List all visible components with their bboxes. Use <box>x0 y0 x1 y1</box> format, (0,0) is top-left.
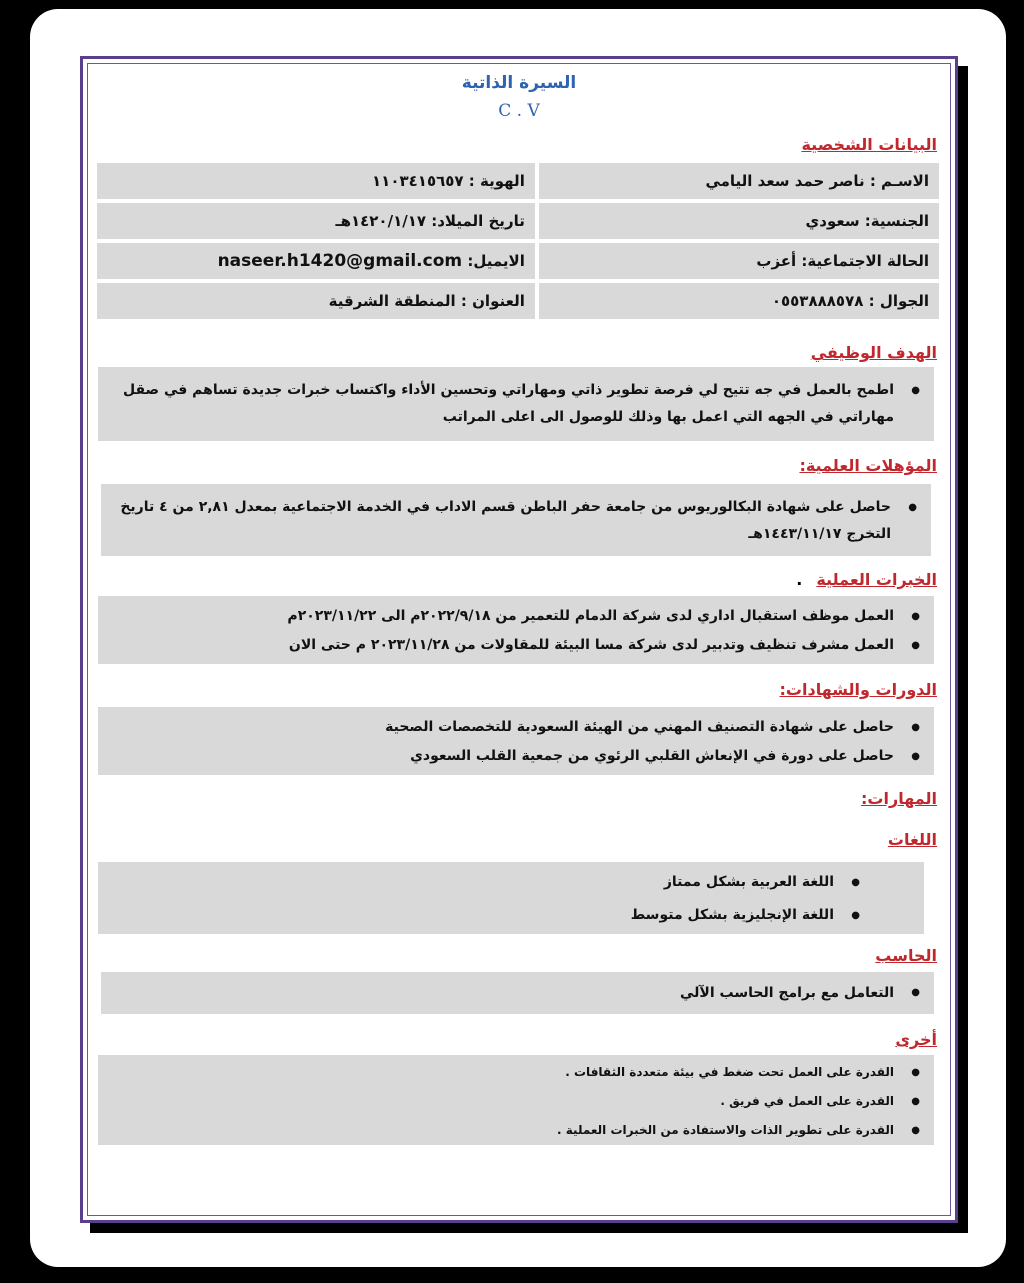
courses-box <box>98 707 934 775</box>
personal-info-table <box>97 159 939 323</box>
list-item: ● التعامل مع برامج الحاسب الآلي <box>101 979 934 1007</box>
computer-list <box>101 972 934 1007</box>
table-row <box>97 203 939 239</box>
list-item: ● العمل مشرف تنظيف وتدبير لدى شركة مسا البيئة للمقاولات من ٢٠٢٣/١١/٢٨ م حتى الان <box>98 631 934 660</box>
list-item: ● اللغة العربية بشكل ممتاز <box>98 866 874 899</box>
list-item: ● حاصل على شهادة التصنيف المهني من الهيئة السعودية للتخصصات الصحية <box>98 713 934 742</box>
list-item: ● القدرة على تطوير الذات والاستفادة من الخبرات العملية . <box>98 1116 934 1145</box>
other-box <box>98 1055 934 1145</box>
courses-list <box>98 707 934 771</box>
qualifications-box <box>101 484 931 556</box>
email-label: الايميل: <box>467 252 525 270</box>
name-cell: الاسـم : ناصر حمد سعد اليامي <box>535 163 939 199</box>
list-item: ● القدرة على العمل تحت ضغط في بيئة متعددة الثقافات . <box>98 1058 934 1087</box>
list-item: ● العمل موظف استقبال اداري لدى شركة الدمام للتعمير من ٢٠٢٢/٩/١٨م الى ٢٠٢٣/١١/٢٢م <box>98 602 934 631</box>
section-experience-heading <box>796 570 937 589</box>
experience-heading-dot: . <box>796 570 803 589</box>
address-cell: العنوان : المنطقة الشرقية <box>97 283 535 319</box>
section-other-heading: أخرى <box>895 1030 937 1049</box>
cv-document <box>80 56 958 1223</box>
section-courses-heading: الدورات والشهادات: <box>779 680 937 699</box>
email-address: naseer.h1420@gmail.com <box>217 251 463 271</box>
section-skills-heading: المهارات: <box>861 789 937 808</box>
qualifications-list <box>101 484 931 548</box>
document-subtitle: C . V <box>498 101 540 121</box>
id-cell: الهوية : ١١٠٣٤١٥٦٥٧ <box>97 163 535 199</box>
mobile-cell: الجوال : ٠٥٥٣٨٨٨٥٧٨ <box>535 283 939 319</box>
list-item: ● اطمح بالعمل في جه تتيح لي فرصة تطوير ذاتي ومهاراتي وتحسين الأداء واكتساب خبرات جديدة تساهم في صقل مهاراتي في الجهه التي اعمل بها وذلك للوصول الى اعلى المراتب <box>112 377 934 431</box>
section-qualifications-heading: المؤهلات العلمية: <box>799 456 937 475</box>
birth-date-cell: تاريخ الميلاد: ١٤٢٠/١/١٧هـ <box>97 203 535 239</box>
list-item: ● القدرة على العمل في فريق . <box>98 1087 934 1116</box>
objective-box <box>98 367 934 441</box>
experience-heading-text: الخبرات العملية <box>816 570 937 589</box>
computer-box <box>101 972 934 1014</box>
objective-list <box>98 367 934 431</box>
list-item: ● حاصل على شهادة البكالوريوس من جامعة حفر الباطن قسم الاداب في الخدمة الاجتماعية بمعدل ٢,٨١ من ٤ تاريخ التخرج ١٤٤٣/١١/١٧هـ <box>115 494 931 548</box>
section-computer-heading: الحاسب <box>875 946 937 965</box>
list-item: ● اللغة الإنجليزية بشكل متوسط <box>98 899 874 932</box>
section-personal-heading: البيانات الشخصية <box>801 135 937 154</box>
list-item: ● حاصل على دورة في الإنعاش القلبي الرئوي من جمعية القلب السعودي <box>98 742 934 771</box>
languages-box <box>98 862 924 934</box>
experience-box <box>98 596 934 664</box>
email-cell <box>97 243 535 279</box>
table-row <box>97 243 939 279</box>
section-objective-heading: الهدف الوظيفي <box>810 343 937 362</box>
document-title: السيرة الذاتية <box>461 73 577 93</box>
languages-list <box>98 862 924 932</box>
marital-status-cell: الحالة الاجتماعية: أعزب <box>535 243 939 279</box>
table-row <box>97 163 939 199</box>
nationality-cell: الجنسية: سعودي <box>535 203 939 239</box>
table-row <box>97 283 939 319</box>
section-languages-heading: اللغات <box>887 830 937 849</box>
experience-list <box>98 596 934 660</box>
other-list <box>98 1055 934 1145</box>
